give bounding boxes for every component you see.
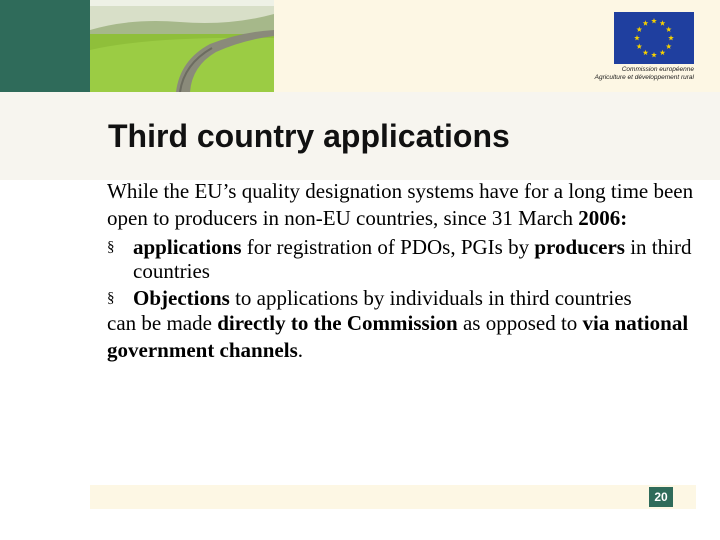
closing-text: as opposed to	[457, 311, 583, 335]
intro-date: 2006:	[578, 206, 628, 230]
slide-body	[107, 178, 707, 364]
closing-text: .	[297, 338, 303, 362]
logo-line-1: Commission européenne	[621, 66, 694, 73]
bullet-bold: Objections	[133, 286, 230, 310]
bullet-text: for registration of PDOs, PGIs by	[241, 235, 535, 259]
intro-paragraph	[107, 178, 707, 232]
bullet-item-objections	[107, 286, 707, 310]
countryside-photo	[90, 0, 274, 92]
bullet-bold: producers	[534, 235, 625, 259]
intro-text: While the EU’s quality designation systems have for a long time been open to producers in non-EU countries, since 31 March	[107, 179, 694, 230]
bullet-text: to applications by individuals in third countries	[229, 286, 632, 310]
page-number: 20	[649, 487, 673, 507]
bullet-mark: §	[107, 290, 115, 306]
bullet-text: in third countries	[133, 235, 692, 283]
footer-band	[90, 485, 696, 509]
closing-bold: directly to the Commission	[217, 311, 458, 335]
eu-flag-icon	[614, 12, 694, 64]
bullet-mark: §	[107, 239, 115, 255]
slide-title: Third country applications	[108, 118, 510, 154]
logo-line-2: Agriculture et développement rural	[594, 74, 694, 81]
logo-caption	[560, 66, 694, 82]
bullet-item-applications	[107, 235, 707, 283]
closing-bold: via national government channels	[107, 311, 689, 362]
closing-paragraph	[107, 310, 707, 364]
bullet-bold: applications	[133, 235, 242, 259]
header-beige-strip	[274, 0, 574, 92]
header-green-block	[0, 0, 90, 92]
closing-text: can be made	[107, 311, 218, 335]
